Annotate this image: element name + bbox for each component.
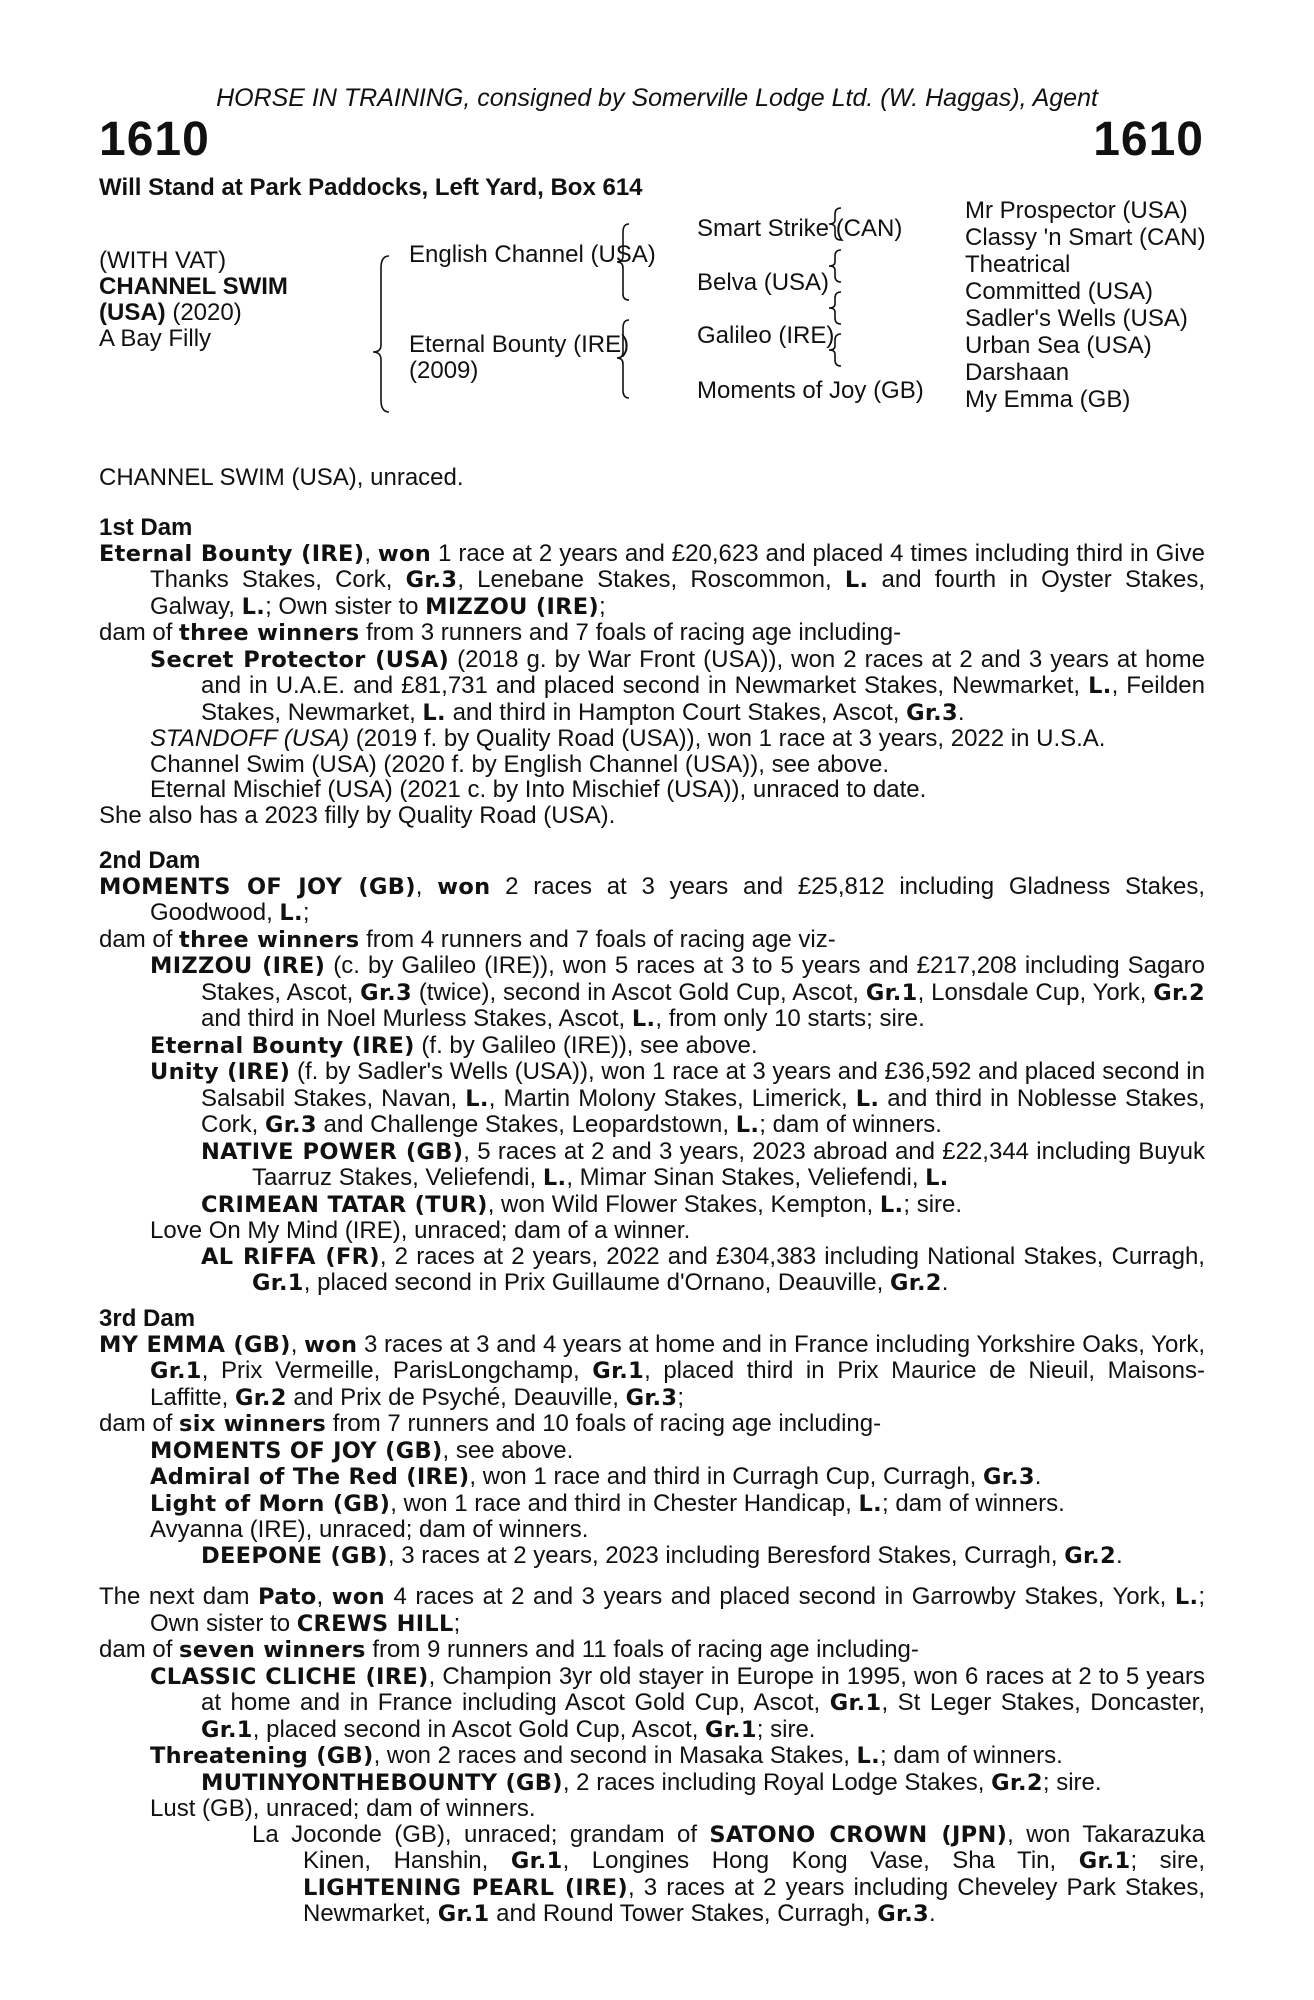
produce-native-power: NATIVE POWER (GB), 5 races at 2 and 3 years, 2023 abroad and £22,344 including Buyuk Taarruz Stakes, Veliefendi, L., Mimar Sinan Stakes, Veliefendi, L.	[201, 1137, 1205, 1191]
vat-label: (WITH VAT)	[99, 247, 227, 274]
ancestor-3: Theatrical	[965, 251, 1071, 278]
dam: Eternal Bounty (IRE)	[409, 331, 630, 358]
lot-number-right: 1610	[1093, 113, 1204, 166]
sire-of-dam: Galileo (IRE)	[697, 322, 835, 349]
dam-of-dam: Moments of Joy (GB)	[697, 377, 924, 404]
produce-eternal-mischief: Eternal Mischief (USA) (2021 c. by Into Mischief (USA)), unraced to date.	[150, 776, 927, 803]
produce-deepone: DEEPONE (GB), 3 races at 2 years, 2023 including Beresford Stakes, Curragh, Gr.2.	[201, 1541, 1123, 1569]
bracket-main	[373, 256, 389, 412]
produce-love-on-my-mind: Love On My Mind (IRE), unraced; dam of a winner.	[150, 1217, 691, 1244]
bracket-ds	[829, 292, 841, 324]
ancestor-8: My Emma (GB)	[965, 386, 1131, 413]
produce-lust: Lust (GB), unraced; dam of winners.	[150, 1795, 536, 1822]
intro-section	[99, 465, 1205, 491]
produce-threatening: Threatening (GB), won 2 races and second in Masaka Stakes, L.; dam of winners.	[150, 1742, 1063, 1769]
ancestor-6: Urban Sea (USA)	[965, 332, 1152, 359]
third-dam-section	[99, 1306, 1205, 1569]
produce-light-of-morn: Light of Morn (GB), won 1 race and third in Chester Handicap, L.; dam of winners.	[150, 1489, 1065, 1517]
stand-location: Will Stand at Park Paddocks, Left Yard, Box 614	[99, 174, 643, 201]
horse-year: (2020)	[165, 299, 242, 326]
produce-mizzou: MIZZOU (IRE) (c. by Galileo (IRE)), won 5 races at 3 to 5 years and £217,208 including Sagaro Stakes, Ascot, Gr.3 (twice), second in Ascot Gold Cup, Ascot, Gr.1, Lonsdale Cup, York, Gr.2 and third in Noel Murless Stakes, Ascot, L., from only 10 starts; sire.	[150, 952, 1206, 1032]
third-dam-para: MY EMMA (GB), won 3 races at 3 and 4 years at home and in France including Yorkshire Oaks, York, Gr.1, Prix Vermeille, ParisLongchamp, Gr.1, placed third in Prix Maurice de Nieuil, Maisons-Laffitte, Gr.2 and Prix de Psyché, Deauville, Gr.3;	[99, 1330, 1205, 1411]
dam-of-sire: Belva (USA)	[697, 269, 830, 296]
ancestor-7: Darshaan	[965, 359, 1070, 386]
first-dam-para: Eternal Bounty (IRE), won 1 race at 2 years and £20,623 and placed 4 times including third in Give Thanks Stakes, Cork, Gr.3, Lenebane Stakes, Roscommon, L. and fourth in Oyster Stakes, Galway, L.; Own sister to MIZZOU (IRE);	[99, 539, 1205, 620]
produce-la-joconde: La Joconde (GB), unraced; grandam of SATONO CROWN (JPN), won Takarazuka Kinen, Hanshin, Gr.1, Longines Hong Kong Vase, Sha Tin, Gr.1; sire, LIGHTENING PEARL (IRE), 3 races at 2 years including Cheveley Park Stakes, Newmarket, Gr.1 and Round Tower Stakes, Curragh, Gr.3.	[252, 1820, 1206, 1927]
horse-name: CHANNEL SWIM	[99, 273, 288, 300]
next-dam-section	[99, 1584, 1205, 1928]
pedigree-table	[99, 197, 1249, 430]
produce-2023-filly: She also has a 2023 filly by Quality Road (USA).	[99, 801, 616, 829]
produce-mutinyonthebounty: MUTINYONTHEBOUNTY (GB), 2 races including Royal Lodge Stakes, Gr.2; sire.	[201, 1768, 1102, 1796]
produce-classic-cliche: CLASSIC CLICHE (IRE), Champion 3yr old stayer in Europe in 1995, won 6 races at 2 to 5 years at home and in France including Ascot Gold Cup, Ascot, Gr.1, St Leger Stakes, Doncaster, Gr.1, placed second in Ascot Gold Cup, Ascot, Gr.1; sire.	[150, 1662, 1205, 1743]
produce-moments-of-joy: MOMENTS OF JOY (GB), see above.	[150, 1436, 574, 1464]
produce-standoff: STANDOFF (USA) (2019 f. by Quality Road (USA)), won 1 race at 3 years, 2022 in U.S.A.	[150, 725, 1106, 752]
dam-year: (2009)	[409, 357, 479, 384]
second-dam-section	[99, 848, 1205, 1297]
produce-avyanna: Avyanna (IRE), unraced; dam of winners.	[150, 1516, 589, 1543]
first-dam-produce-line: dam of three winners from 3 runners and 7 foals of racing age including-	[99, 619, 902, 646]
second-dam-heading: 2nd Dam	[99, 847, 201, 874]
ancestor-2: Classy 'n Smart (CAN)	[965, 224, 1206, 251]
next-dam-produce-line: dam of seven winners from 9 runners and 11 foals of racing age including-	[99, 1636, 919, 1663]
bracket-sd	[829, 250, 841, 282]
first-dam-section	[99, 515, 1205, 828]
ancestor-5: Sadler's Wells (USA)	[965, 305, 1188, 332]
produce-crimean-tatar: CRIMEAN TATAR (TUR), won Wild Flower Stakes, Kempton, L.; sire.	[201, 1190, 963, 1218]
produce-admiral-of-the-red: Admiral of The Red (IRE), won 1 race and third in Curragh Cup, Curragh, Gr.3.	[150, 1463, 1042, 1490]
sire: English Channel (USA)	[409, 241, 656, 268]
second-dam-para: MOMENTS OF JOY (GB), won 2 races at 3 years and £25,812 including Gladness Stakes, Goodwood, L.;	[99, 872, 1206, 926]
produce-al-riffa: AL RIFFA (FR), 2 races at 2 years, 2022 and £304,383 including National Stakes, Curragh, Gr.1, placed second in Prix Guillaume d'Ornano, Deauville, Gr.2.	[201, 1242, 1205, 1296]
sire-of-sire: Smart Strike (CAN)	[697, 215, 903, 242]
horse-country: (USA)	[99, 299, 166, 326]
ancestor-4: Committed (USA)	[965, 278, 1154, 305]
lot-number-left: 1610	[99, 113, 210, 166]
consignor-line: HORSE IN TRAINING, consigned by Somerville Lodge Ltd. (W. Haggas), Agent	[216, 84, 1098, 112]
second-dam-produce-line: dam of three winners from 4 runners and 7 foals of racing age viz-	[99, 925, 836, 953]
produce-secret-protector: Secret Protector (USA) (2018 g. by War Front (USA)), won 2 races at 2 and 3 years at home and in U.A.E. and £81,731 and placed second in Newmarket Stakes, Newmarket, L., Feilden Stakes, Newmarket, L. and third in Hampton Court Stakes, Ascot, Gr.3.	[150, 645, 1205, 726]
next-dam-para: The next dam Pato, won 4 races at 2 and 3 years and placed second in Garrowby Stakes, York, L.; Own sister to CREWS HILL;	[99, 1583, 1205, 1637]
intro-line: CHANNEL SWIM (USA), unraced.	[99, 464, 464, 491]
ancestor-1: Mr Prospector (USA)	[965, 197, 1188, 224]
horse-origin-year	[99, 299, 242, 326]
first-dam-heading: 1st Dam	[99, 514, 193, 541]
horse-description: A Bay Filly	[99, 325, 212, 352]
third-dam-heading: 3rd Dam	[99, 1305, 196, 1332]
third-dam-produce-line: dam of six winners from 7 runners and 10 foals of racing age including-	[99, 1410, 882, 1437]
produce-channel-swim: Channel Swim (USA) (2020 f. by English Channel (USA)), see above.	[150, 750, 890, 778]
produce-eternal-bounty: Eternal Bounty (IRE) (f. by Galileo (IRE)), see above.	[150, 1031, 758, 1059]
produce-unity: Unity (IRE) (f. by Sadler's Wells (USA)), won 1 race at 3 years and £36,592 and placed second in Salsabil Stakes, Navan, L., Martin Molony Stakes, Limerick, L. and third in Noblesse Stakes, Cork, Gr.3 and Challenge Stakes, Leopardstown, L.; dam of winners.	[150, 1058, 1205, 1138]
